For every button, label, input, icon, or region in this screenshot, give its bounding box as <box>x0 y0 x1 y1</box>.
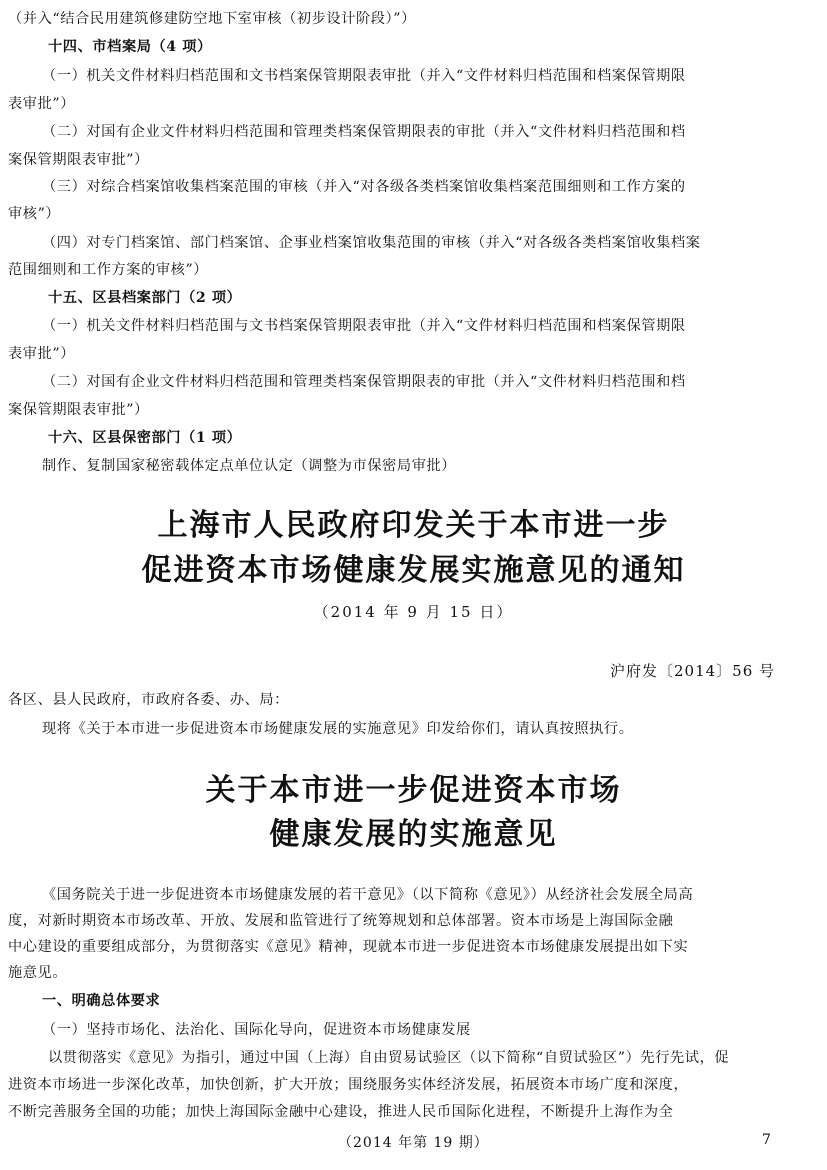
text-line: 度，对新时期资本市场改革、开放、发展和监管进行了统筹规划和总体部署。资本市场是上海国际金融 <box>8 913 674 929</box>
document-number: 沪府发〔2014〕56 号 <box>610 662 776 680</box>
section-heading: 十六、区县保密部门（1 项） <box>48 430 242 446</box>
notice-date: （2014 年 9 月 15 日） <box>313 603 514 621</box>
text-line: （并入“结合民用建筑修建防空地下室审核（初步设计阶段）”） <box>8 11 416 27</box>
text-line: （一）机关文件材料归档范围与文书档案保管期限表审批（并入“文件材料归档范围和档案保管期限 <box>42 318 686 334</box>
issue-label: （2014 年第 19 期） <box>338 1135 489 1151</box>
text-line: 案保管期限表审批”） <box>8 402 149 418</box>
section-heading: 十五、区县档案部门（2 项） <box>48 290 242 306</box>
section-heading: 一、明确总体要求 <box>42 993 161 1009</box>
text-line: 中心建设的重要组成部分，为贯彻落实《意见》精神，现就本市进一步促进资本市场健康发展提出如下实 <box>8 939 689 955</box>
text-line: （二）对国有企业文件材料归档范围和管理类档案保管期限表的审批（并入“文件材料归档范围和档 <box>42 374 686 390</box>
notice-body: 现将《关于本市进一步促进资本市场健康发展的实施意见》印发给你们，请认真按照执行。 <box>42 721 634 737</box>
notice-title: 促进资本市场健康发展实施意见的通知 <box>141 553 686 588</box>
text-line: 范围细则和工作方案的审核”） <box>8 262 209 278</box>
text-line: 表审批”） <box>8 96 76 112</box>
text-line: 以贯彻落实《意见》为指引，通过中国（上海）自由贸易试验区（以下简称“自贸试验区”）先行先试，促 <box>48 1050 730 1066</box>
notice-title: 上海市人民政府印发关于本市进一步 <box>157 508 670 543</box>
page-number: 7 <box>762 1132 771 1148</box>
text-line: 表审批”） <box>8 346 76 362</box>
opinion-title: 关于本市进一步促进资本市场 <box>205 773 622 808</box>
text-line: 不断完善服务全国的功能；加快上海国际金融中心建设，推进人民币国际化进程，不断提升上海作为全 <box>8 1104 674 1120</box>
text-line: 进资本市场进一步深化改革，加快创新，扩大开放；围绕服务实体经济发展，拓展资本市场广度和深度， <box>8 1077 689 1093</box>
text-line: 审核”） <box>8 206 61 222</box>
text-line: 制作、复制国家秘密载体定点单位认定（调整为市保密局审批） <box>42 458 457 474</box>
text-line: 《国务院关于进一步促进资本市场健康发展的若干意见》（以下简称《意见》）从经济社会发展全局高 <box>42 887 694 903</box>
text-line: （三）对综合档案馆收集档案范围的审核（并入“对各级各类档案馆收集档案范围细则和工作方案的 <box>42 179 686 195</box>
text-line: （一）机关文件材料归档范围和文书档案保管期限表审批（并入“文件材料归档范围和档案保管期限 <box>42 68 686 84</box>
recipients: 各区、县人民政府，市政府各委、办、局： <box>8 692 289 708</box>
section-heading: 十四、市档案局（4 项） <box>48 39 212 55</box>
subsection-heading: （一）坚持市场化、法治化、国际化导向，促进资本市场健康发展 <box>42 1022 471 1038</box>
text-line: （二）对国有企业文件材料归档范围和管理类档案保管期限表的审批（并入“文件材料归档范围和档 <box>42 124 686 140</box>
opinion-title: 健康发展的实施意见 <box>269 817 558 852</box>
text-line: 案保管期限表审批”） <box>8 152 149 168</box>
text-line: （四）对专门档案馆、部门档案馆、企事业档案馆收集范围的审核（并入“对各级各类档案馆收集档案 <box>42 235 701 251</box>
text-line: 施意见。 <box>8 965 68 981</box>
